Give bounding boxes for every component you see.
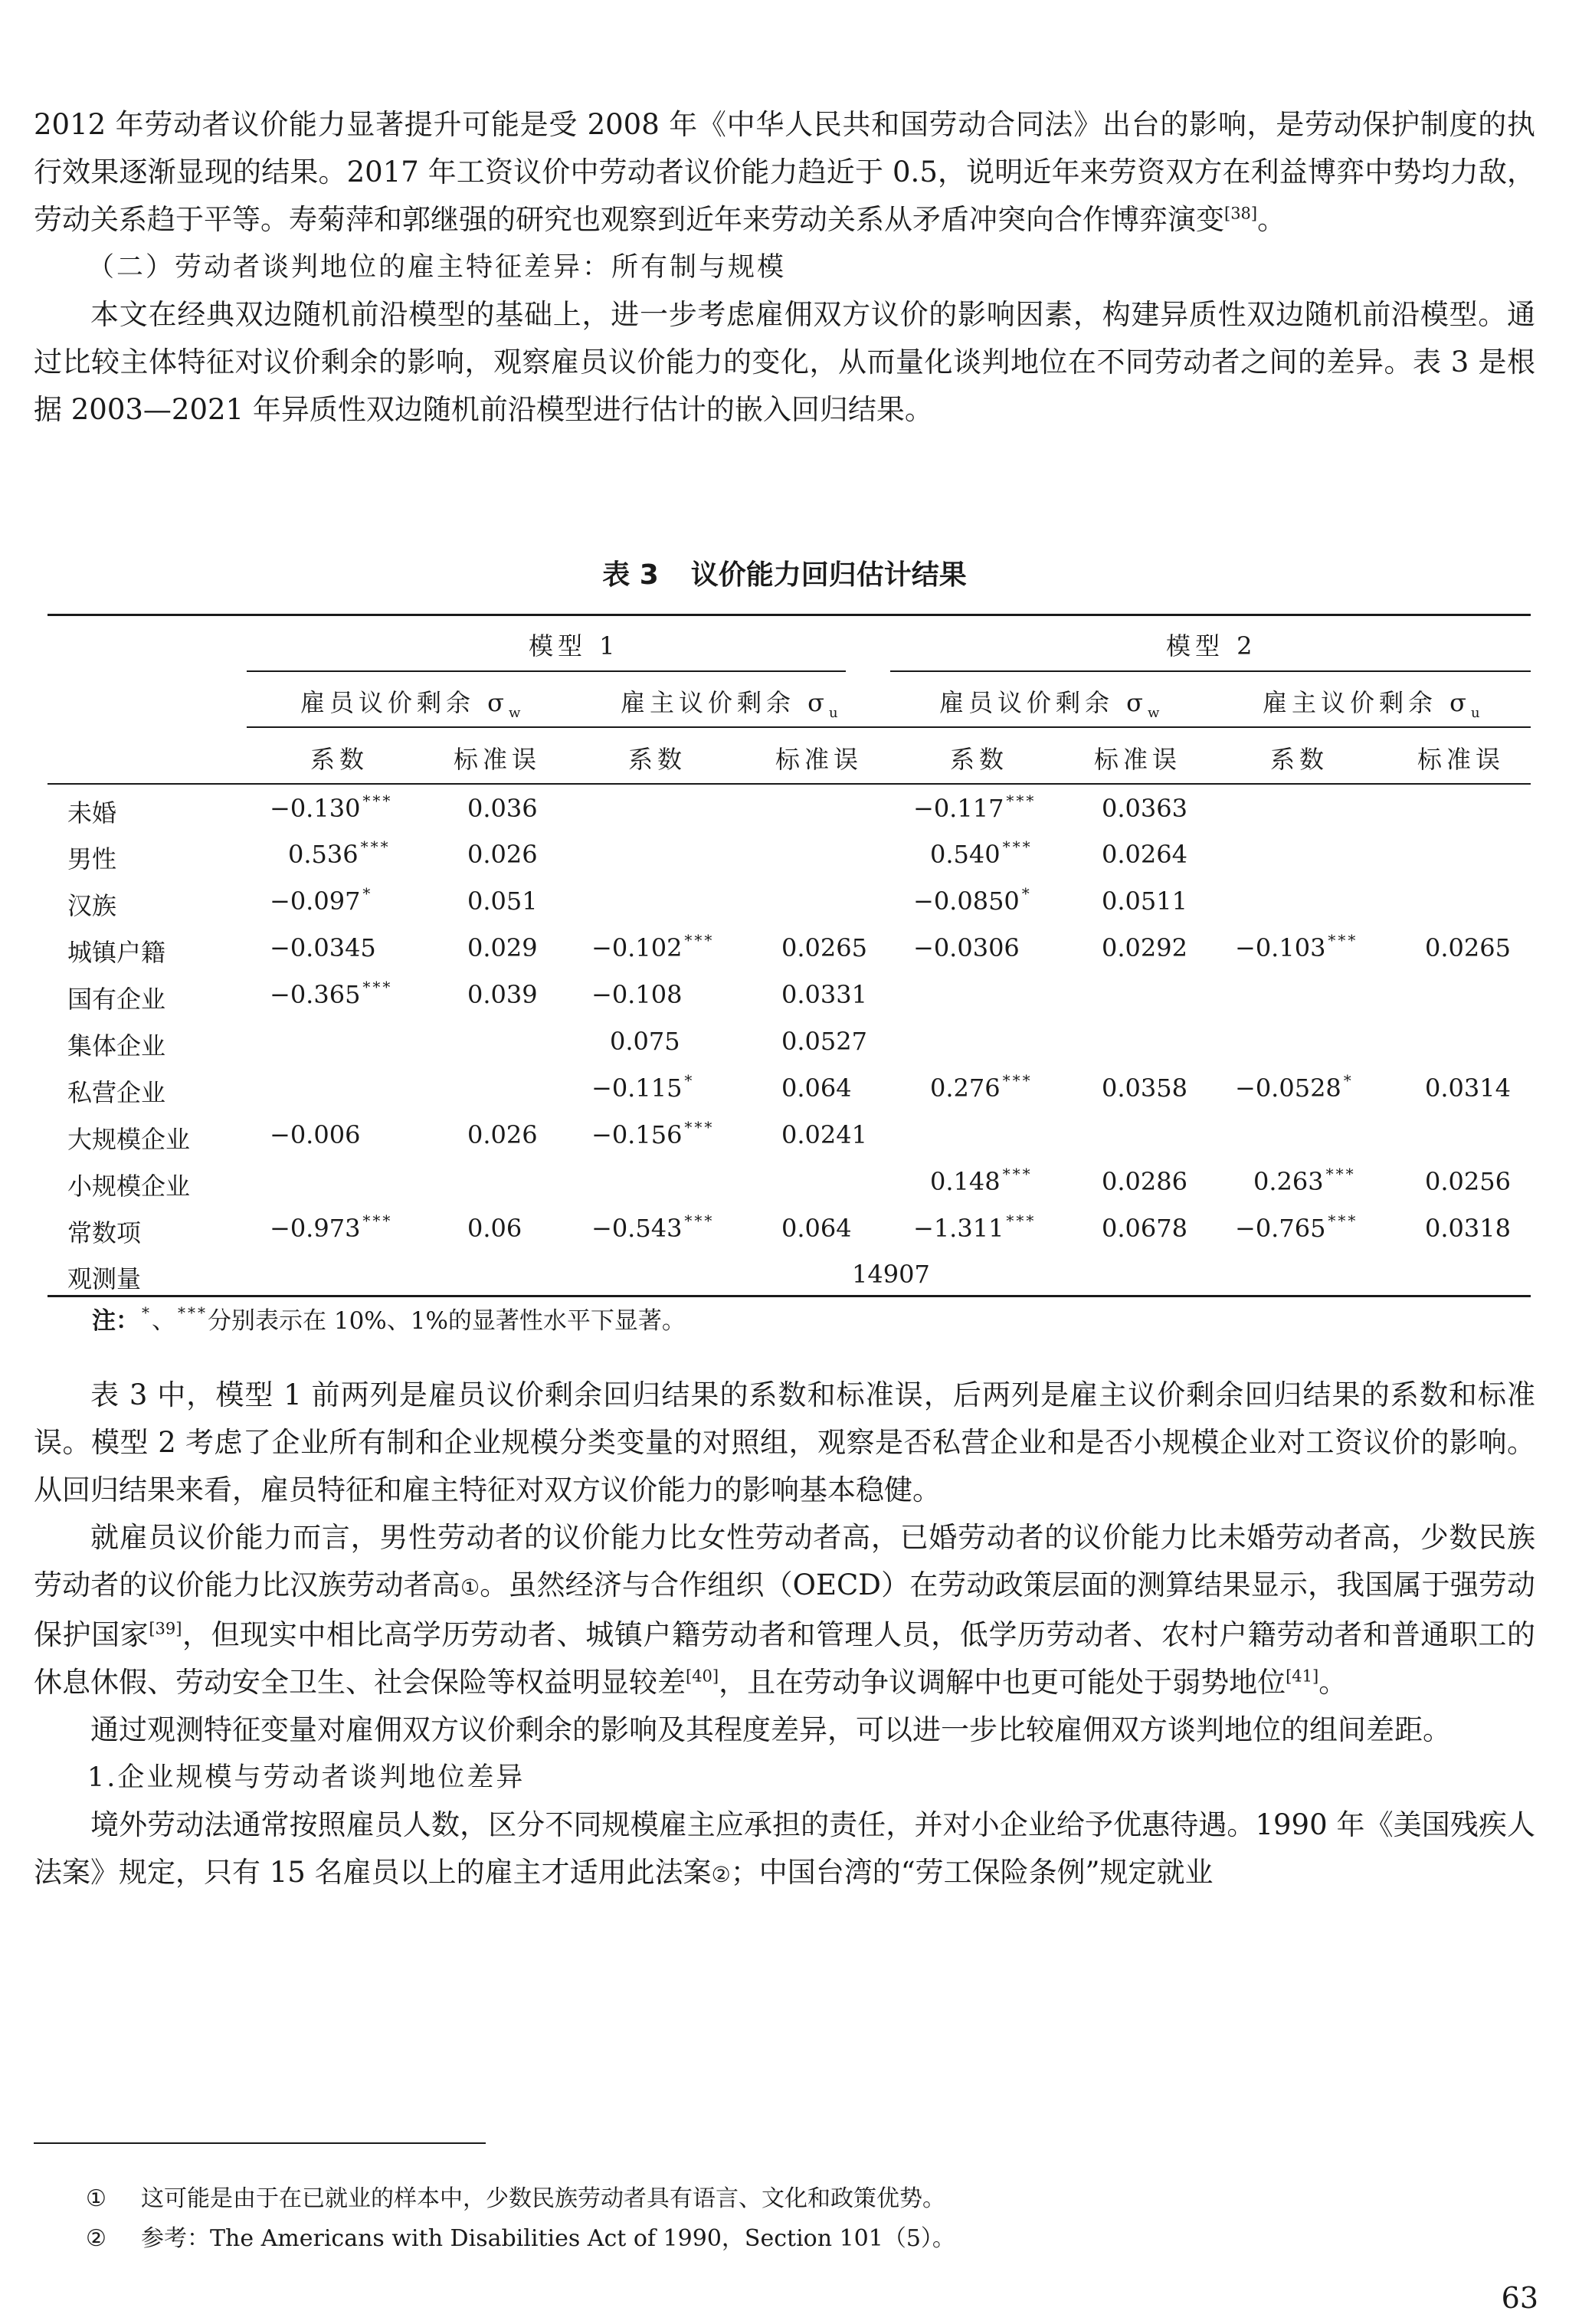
observation-count: 14907 [852, 1260, 930, 1289]
m2-employer-surplus-header: 雇主议价剩余 $\sigma_u$ [1263, 688, 1485, 721]
cell-se: 0.026 [467, 1120, 538, 1149]
cell-se: 0.0256 [1425, 1167, 1511, 1196]
section-heading-2: （二）劳动者谈判地位的雇主特征差异：所有制与规模 [87, 252, 787, 283]
paragraph-3: 表 3 中，模型 1 前两列是雇员议价剩余回归结果的系数和标准误，后两列是雇主议价剩余回归结果的系数和标准误。模型 2 考虑了企业所有制和企业规模分类变量的对照组，观察是否私营企业和是否小规模企业对工资议价的影响。从回归结果来看，雇员特征和雇主特征对双方议价能力的影响基本稳健。 [34, 1378, 1535, 1506]
table-title [0, 553, 1569, 592]
cell-se: 0.026 [467, 840, 538, 869]
cell-se: 0.0265 [781, 933, 867, 962]
cell-se: 0.0363 [1102, 794, 1187, 823]
cell-coef: 0.075 [610, 1027, 680, 1056]
page-number: 63 [1501, 2281, 1538, 2315]
cell-coef: 0.148 *** [930, 1165, 1033, 1196]
cell-se: 0.029 [467, 933, 538, 962]
cell-se: 0.06 [467, 1214, 522, 1243]
m1-er-coef-header: 系数 [628, 745, 687, 774]
cell-coef: 0.540 *** [930, 837, 1033, 869]
m2-employee-surplus-header: 雇员议价剩余 $\sigma_w$ [939, 688, 1164, 721]
m2-er-se-header: 标准误 [1417, 745, 1505, 774]
cell-coef: −0.973 *** [270, 1211, 393, 1243]
section-heading-3: 1.企业规模与劳动者谈判地位差异 [87, 1762, 526, 1793]
m2-emp-se-header: 标准误 [1094, 745, 1182, 774]
cell-coef: −0.103 *** [1235, 931, 1358, 962]
cell-coef: −0.117 *** [913, 792, 1037, 823]
cell-coef: −0.130 *** [270, 792, 393, 823]
paragraph-6: 境外劳动法通常按照雇员人数，区分不同规模雇主应承担的责任，并对小企业给予优惠待遇。1990 年《美国残疾人法案》规定，只有 15 名雇员以上的雇主才适用此法案②；中国台湾的“劳工保险条例”规定就业 [34, 1808, 1535, 1889]
row-label: 常数项 [67, 1218, 142, 1247]
m1-emp-coef-header: 系数 [310, 745, 369, 774]
footnote-1: ① 这可能是由于在已就业的样本中，少数民族劳动者具有语言、文化和政策优势。 [86, 2185, 945, 2212]
row-label: 观测量 [67, 1264, 142, 1293]
header-bottom-rule [47, 783, 1531, 785]
cell-coef: −0.006 [270, 1120, 361, 1149]
model2-header: 模型 2 [1166, 631, 1257, 660]
cell-coef: −0.0345 [270, 933, 376, 962]
model1-header: 模型 1 [529, 631, 620, 660]
m2-emp-coef-header: 系数 [950, 745, 1009, 774]
paragraph-1: 2012 年劳动者议价能力显著提升可能是受 2008 年《中华人民共和国劳动合同法》出台的影响，是劳动保护制度的执行效果逐渐显现的结果。2017 年工资议价中劳动者议价能力趋近于 0.5，说明近年来劳资双方在利益博弈中势均力敌，劳动关系趋于平等。寿菊萍和郭继强的研究也观察到近年来劳动关系从矛盾冲突向合作博弈演变[38]。 [34, 108, 1535, 236]
footnote-2: ② 参考：The Americans with Disabilities Act of 1990，Section 101（5）。 [86, 2225, 955, 2252]
cell-coef: −0.765 *** [1235, 1211, 1358, 1243]
table-top-rule [47, 614, 1531, 616]
citation-38: [38] [1224, 204, 1258, 223]
cell-se: 0.036 [467, 794, 538, 823]
cell-se: 0.0286 [1102, 1167, 1187, 1196]
cell-se: 0.0527 [781, 1027, 867, 1056]
cell-se: 0.0678 [1102, 1214, 1187, 1243]
cell-coef: −0.0850 * [913, 884, 1032, 916]
row-label: 大规模企业 [67, 1125, 191, 1154]
table-caption: 议价能力回归估计结果 [690, 559, 967, 591]
cell-coef: 0.276 *** [930, 1071, 1033, 1103]
cell-coef: 0.263 *** [1253, 1165, 1356, 1196]
row-label: 私营企业 [67, 1078, 166, 1107]
table-bottom-rule [47, 1295, 1531, 1297]
m1-employer-surplus-header: 雇主议价剩余 $\sigma_u$ [621, 688, 843, 721]
row-label: 小规模企业 [67, 1172, 191, 1201]
row-label: 集体企业 [67, 1031, 166, 1060]
cell-se: 0.064 [781, 1073, 852, 1103]
citation-41: [41] [1286, 1667, 1319, 1686]
row-label: 男性 [67, 844, 117, 874]
row-label: 城镇户籍 [67, 938, 166, 967]
body-top [34, 101, 1535, 434]
footnote-divider [34, 2142, 486, 2144]
table-note: 注： *、 ***分别表示在 10%、1%的显著性水平下显著。 [92, 1303, 686, 1335]
body-bottom [34, 1372, 1535, 1899]
cell-coef: −0.0306 [913, 933, 1020, 962]
paragraph-5: 通过观测特征变量对雇佣双方议价剩余的影响及其程度差异，可以进一步比较雇佣双方谈判地位的组间差距。 [90, 1713, 1451, 1746]
cell-coef: −0.156 *** [591, 1118, 715, 1149]
model1-underline [247, 670, 846, 672]
cell-coef: −0.102 *** [591, 931, 715, 962]
paragraph-2: 本文在经典双边随机前沿模型的基础上，进一步考虑雇佣双方议价的影响因素，构建异质性双边随机前沿模型。通过比较主体特征对议价剩余的影响，观察雇员议价能力的变化，从而量化谈判地位在不同劳动者之间的差异。表 3 是根据 2003—2021 年异质性双边随机前沿模型进行估计的嵌入回归结果。 [34, 298, 1535, 426]
m1-employee-surplus-header: 雇员议价剩余 $\sigma_w$ [300, 688, 526, 721]
cell-se: 0.0241 [781, 1120, 867, 1149]
m2-er-coef-header: 系数 [1270, 745, 1329, 774]
cell-coef: −0.097 * [270, 884, 373, 916]
table-label: 表 3 [602, 559, 659, 591]
m1-emp-se-header: 标准误 [454, 745, 542, 774]
cell-se: 0.0265 [1425, 933, 1511, 962]
cell-se: 0.064 [781, 1214, 852, 1243]
cell-se: 0.0331 [781, 980, 867, 1009]
footnote-mark-1: ① [460, 1575, 480, 1600]
cell-se: 0.0358 [1102, 1073, 1187, 1103]
surplus-underline [247, 726, 1531, 728]
cell-coef: 0.536 *** [288, 837, 391, 869]
cell-coef: −0.0528 * [1235, 1071, 1354, 1103]
cell-coef: −0.543 *** [591, 1211, 715, 1243]
cell-se: 0.0314 [1425, 1073, 1511, 1103]
paragraph-4: 就雇员议价能力而言，男性劳动者的议价能力比女性劳动者高，已婚劳动者的议价能力比未婚劳动者高，少数民族劳动者的议价能力比汉族劳动者高①。虽然经济与合作组织（OECD）在劳动政策层面的测算结果显示，我国属于强劳动保护国家[39]，但现实中相比高学历劳动者、城镇户籍劳动者和管理人员，低学历劳动者、农村户籍劳动者和普通职工的休息休假、劳动安全卫生、社会保险等权益明显较差[40]，且在劳动争议调解中也更可能处于弱势地位[41]。 [34, 1521, 1536, 1699]
m1-er-se-header: 标准误 [775, 745, 863, 774]
row-label: 未婚 [67, 798, 117, 828]
cell-se: 0.039 [467, 980, 538, 1009]
citation-39: [39] [149, 1619, 182, 1638]
cell-coef: −1.311 *** [913, 1211, 1037, 1243]
cell-coef: −0.115 * [591, 1071, 695, 1103]
row-label: 国有企业 [67, 985, 166, 1014]
cell-coef: −0.365 *** [270, 978, 393, 1009]
footnote-mark-2: ② [711, 1862, 731, 1887]
citation-40: [40] [686, 1667, 719, 1686]
row-label: 汉族 [67, 891, 117, 920]
cell-coef: −0.108 [591, 980, 683, 1009]
cell-se: 0.051 [467, 887, 538, 916]
model2-underline [890, 670, 1531, 672]
cell-se: 0.0318 [1425, 1214, 1511, 1243]
cell-se: 0.0292 [1102, 933, 1187, 962]
cell-se: 0.0511 [1102, 887, 1187, 916]
cell-se: 0.0264 [1102, 840, 1187, 869]
